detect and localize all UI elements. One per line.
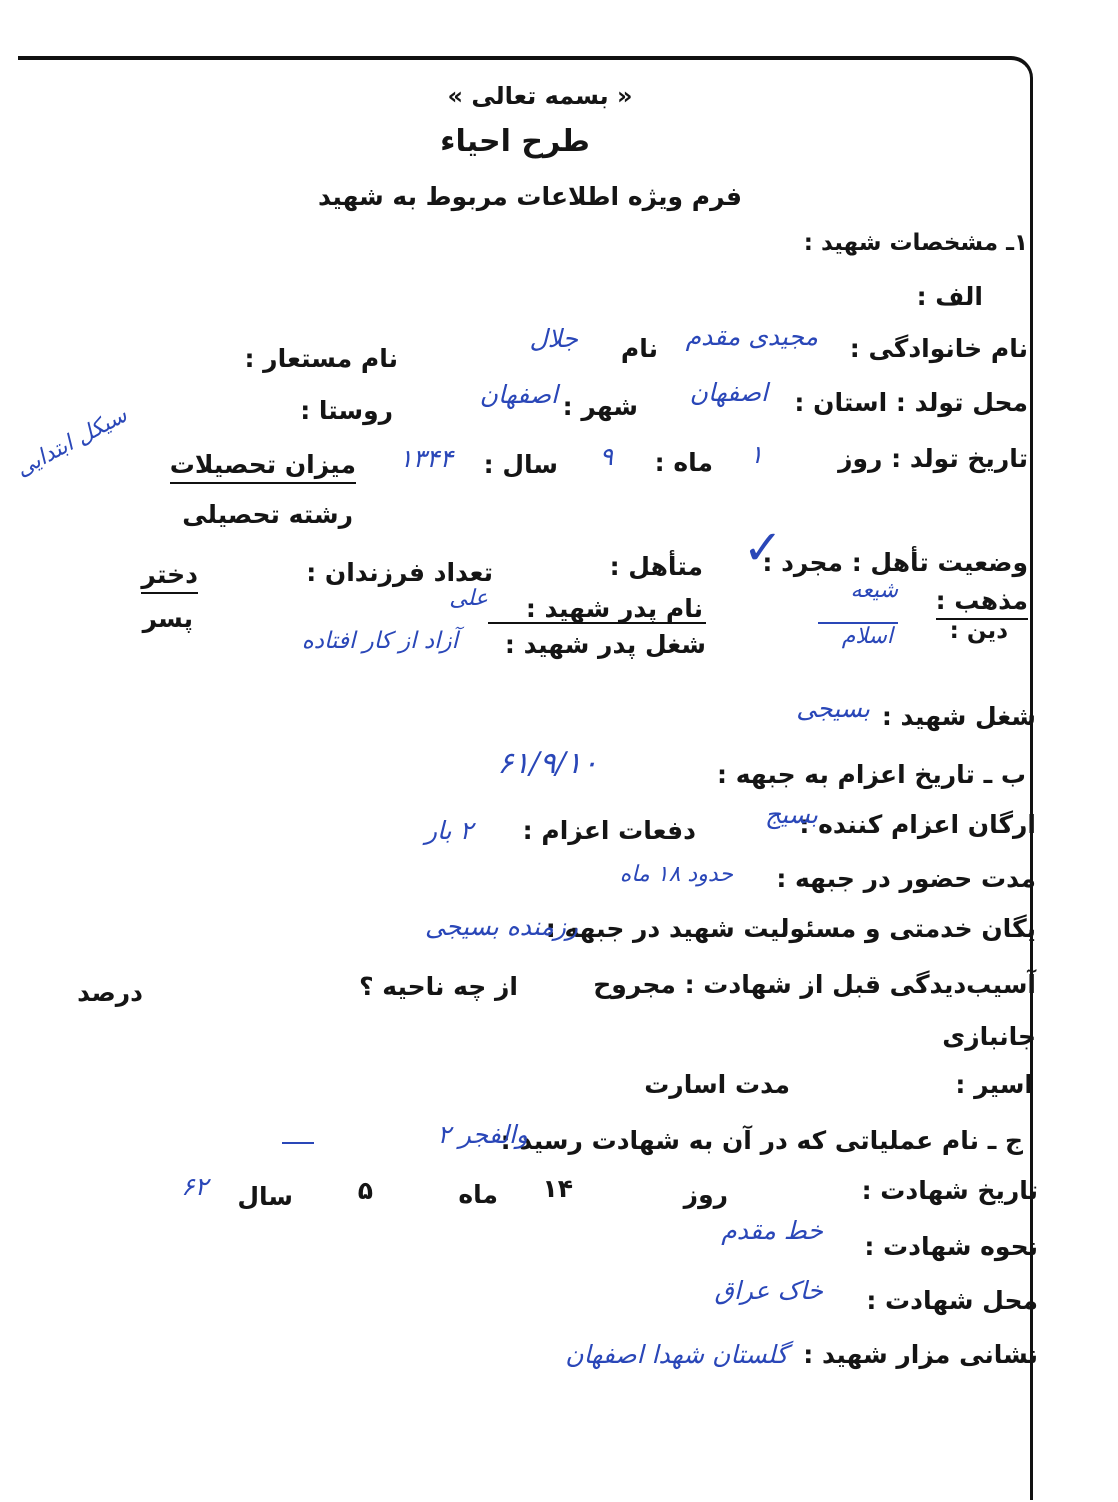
married-label: متأهل : — [609, 552, 703, 581]
field-of-study-label: رشته تحصیلی — [182, 500, 353, 529]
martyrdom-place-label: محل شهادت : — [866, 1286, 1038, 1315]
martyrdom-day-value: ۱۴ — [542, 1174, 573, 1203]
duration-value: حدود ۱۸ ماه — [619, 862, 733, 887]
city-value: اصفهان — [479, 380, 558, 409]
job-label: شغل شهید : — [881, 702, 1036, 731]
birth-month-label: ماه : — [654, 448, 713, 477]
dispatch-date-label: ب ـ تاریخ اعزام به جبهه : — [717, 760, 1026, 789]
sect-value: شیعه — [850, 578, 898, 603]
children-count-label: تعداد فرزندان : — [306, 558, 493, 587]
birth-year-value: ۱۳۴۴ — [399, 444, 453, 473]
dispatch-date-value: ۶۱/۹/۱۰ — [497, 746, 598, 781]
operation-value: والفجر ۲ — [437, 1120, 528, 1149]
daughter-label: دختر — [141, 560, 198, 594]
service-unit-label: یگان خدمتی و مسئولیت شهید در جبهه : — [545, 914, 1036, 943]
form-subtitle: فرم ویژه اطلاعات مربوط به شهید — [317, 182, 743, 211]
section1-heading: ۱ـ مشخصات شهید : — [803, 230, 1028, 256]
education-value: سیکل ابتدایی — [12, 402, 132, 483]
duration-label: مدت حضور در جبهه : — [776, 864, 1036, 893]
sect-label: مذهب : — [936, 586, 1028, 620]
father-name-label: نام پدر شهید : — [525, 594, 703, 623]
family-name-value: مجیدی مقدم — [685, 322, 818, 351]
birthdate-label: تاریخ تولد : روز — [838, 444, 1028, 473]
birthplace-label: محل تولد : استان : — [794, 388, 1028, 417]
grave-address-label: نشانی مزار شهید : — [803, 1340, 1038, 1369]
martyrdom-manner-value: خط مقدم — [721, 1216, 823, 1245]
injury-label: آسیب‌دیدگی قبل از شهادت : مجروح — [593, 970, 1036, 999]
father-name-underline — [488, 622, 706, 624]
father-name-value: علی — [449, 586, 488, 611]
martyrdom-year-label: سال — [237, 1182, 293, 1211]
education-label: میزان تحصیلات — [170, 450, 356, 484]
single-checkmark: ✓ — [742, 520, 783, 576]
martyrdom-date-label: تاریخ شهادت : — [861, 1176, 1038, 1205]
dispatch-count-value: ۲ بار — [424, 816, 473, 845]
city-label: شهر : — [562, 392, 638, 421]
martyrdom-place-value: خاک عراق — [714, 1276, 823, 1305]
son-label: پسر — [142, 604, 193, 633]
dispatch-count-label: دفعات اعزام : — [522, 816, 696, 845]
injury-region-label: از چه ناحیه ؟ — [359, 972, 518, 1001]
alias-label: نام مستعار : — [244, 344, 398, 373]
birth-day-value: ۱ — [749, 440, 763, 469]
martyrdom-month-label: ماه — [458, 1180, 498, 1209]
village-label: روستا : — [300, 396, 393, 425]
marital-status-label: وضعیت تأهل : مجرد : — [762, 548, 1028, 577]
captivity-duration-label: مدت اسارت — [644, 1070, 790, 1099]
father-job-value: آزاد از کار افتاده — [301, 628, 458, 654]
province-value: اصفهان — [689, 378, 768, 407]
father-job-label: شغل پدر شهید : — [504, 630, 706, 659]
first-name-label: نام — [620, 334, 658, 363]
martyrdom-year-value: ۶۲ — [181, 1172, 208, 1201]
dispatch-org-value: بسیج — [765, 800, 818, 829]
operation-value-stroke — [282, 1142, 314, 1144]
part-a-label: الف : — [916, 282, 983, 311]
martyrdom-day-label: روز — [683, 1180, 728, 1209]
martyrdom-month-value: ۵ — [357, 1176, 373, 1205]
grave-address-value: گلستان شهدا اصفهان — [565, 1340, 788, 1369]
martyrdom-manner-label: نحوه شهادت : — [864, 1232, 1038, 1261]
family-name-label: نام خانوادگی : — [849, 334, 1028, 363]
veteran-label: جانبازی — [942, 1022, 1036, 1051]
invocation: « بسمه تعالی » — [447, 82, 633, 110]
captive-label: اسیر : — [955, 1070, 1033, 1099]
birth-month-value: ۹ — [599, 442, 613, 471]
percent-label: درصد — [77, 978, 143, 1007]
form-title: طرح احیاء — [440, 124, 590, 159]
service-unit-value: رزمنده بسیجی — [424, 912, 578, 941]
dispatch-org-label: ارگان اعزام کننده : — [799, 810, 1036, 839]
first-name-value: جلال — [529, 324, 578, 353]
religion-value: اسلام — [841, 624, 893, 649]
birth-year-label: سال : — [483, 450, 558, 479]
job-value: بسیجی — [796, 694, 870, 723]
religion-label: دین : — [949, 618, 1008, 644]
operation-label: ج ـ نام عملیاتی که در آن به شهادت رسید : — [500, 1126, 1023, 1155]
